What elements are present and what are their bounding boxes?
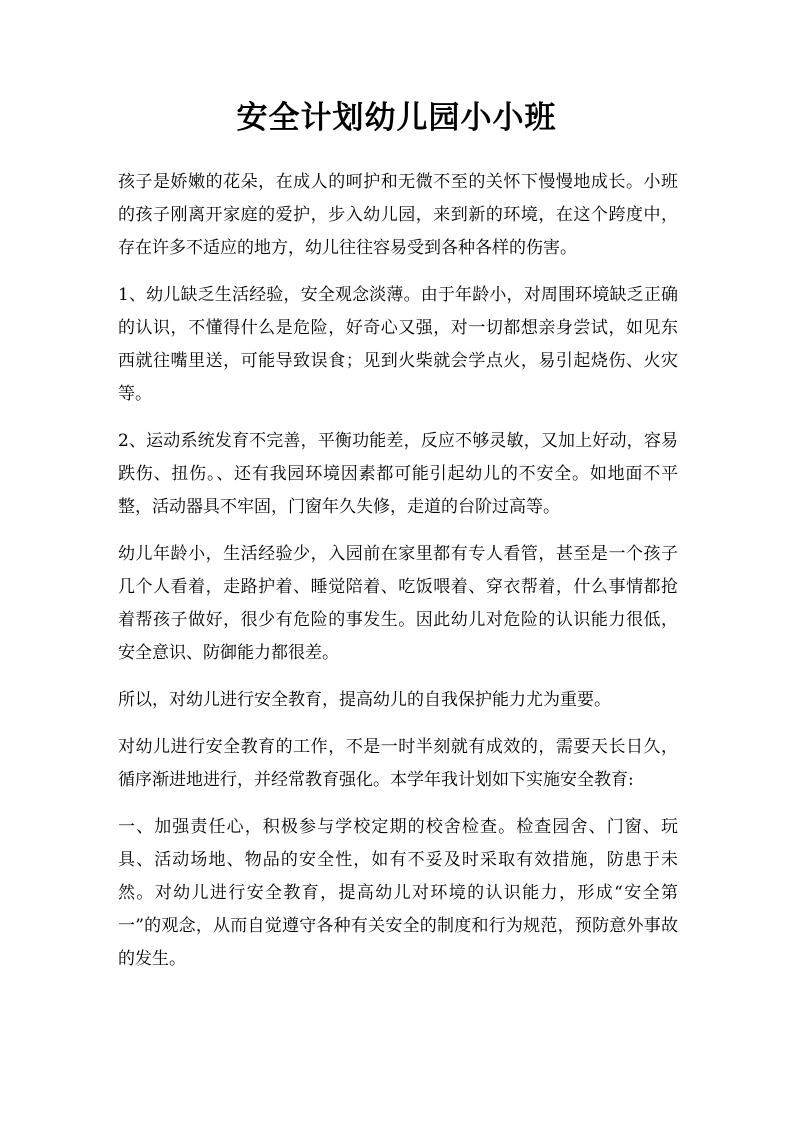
paragraph-intro: 孩子是娇嫩的花朵，在成人的呵护和无微不至的关怀下慢慢地成长。小班的孩子刚离开家庭的爱护，步入幼儿园，来到新的环境，在这个跨度中，存在许多不适应的地方，幼儿往往容易受到各种各样的伤害。 [118, 172, 678, 258]
paragraph-plan-item-1: 一、加强责任心，积极参与学校定期的校舍检查。检查园舍、门窗、玩具、活动场地、物品的安全性，如有不妥及时采取有效措施，防患于未然。对幼儿进行安全教育，提高幼儿对环境的认识能力，形成“安全第一”的观念，从而自觉遵守各种有关安全的制度和行为规范，预防意外事故的发生。 [118, 817, 678, 969]
paragraph-background: 幼儿年龄小，生活经验少，入园前在家里都有专人看管，甚至是一个孩子几个人看着，走路护着、睡觉陪着、吃饭喂着、穿衣帮着，什么事情都抢着帮孩子做好，很少有危险的事发生。因此幼儿对危险的认识能力很低，安全意识、防御能力都很差。 [118, 544, 678, 663]
paragraph-point-2: 2、运动系统发育不完善，平衡功能差，反应不够灵敏，又加上好动，容易跌伤、扭伤。、还有我园环境因素都可能引起幼儿的不安全。如地面不平整，活动器具不牢固，门窗年久失修，走道的台阶过高等。 [118, 431, 678, 517]
document-body [118, 166, 678, 990]
paragraph-plan-intro: 对幼儿进行安全教育的工作，不是一时半刻就有成效的，需要天长日久，循序渐进地进行，并经常教育强化。本学年我计划如下实施安全教育: [118, 737, 678, 790]
paragraph-point-1: 1、幼儿缺乏生活经验，安全观念淡薄。由于年龄小，对周围环境缺乏正确的认识，不懂得什么是危险，好奇心又强，对一切都想亲身尝试，如见东西就往嘴里送，可能导致误食；见到火柴就会学点火，易引起烧伤、火灾等。 [118, 285, 678, 404]
paragraph-conclusion: 所以，对幼儿进行安全教育，提高幼儿的自我保护能力尤为重要。 [118, 690, 611, 710]
document-title: 安全计划幼儿园小小班 [236, 100, 557, 136]
